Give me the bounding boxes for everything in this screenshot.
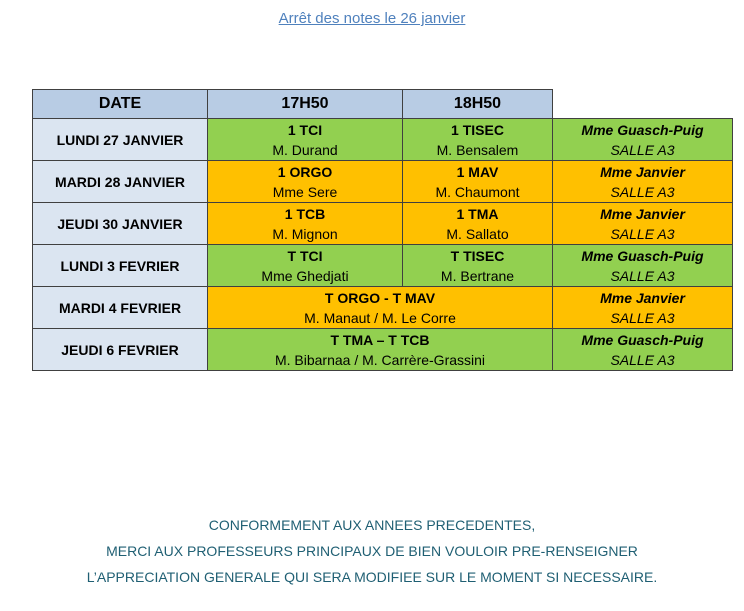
header-18h50: 18H50 [403, 90, 553, 119]
council-schedule-table [32, 89, 733, 371]
table-row [33, 329, 733, 371]
merged-slot-cell [208, 287, 553, 329]
president-name: Mme Guasch-Puig [581, 121, 704, 138]
president-cell [553, 119, 733, 161]
row-date: JEUDI 6 FEVRIER [33, 329, 208, 371]
president-cell [553, 245, 733, 287]
row-date: LUNDI 27 JANVIER [33, 119, 208, 161]
room-name: SALLE A3 [610, 141, 675, 158]
table-row [33, 245, 733, 287]
class-name: T TISEC [450, 247, 505, 264]
table-header-row [33, 90, 733, 119]
table-row [33, 119, 733, 161]
class-name: 1 TISEC [451, 121, 504, 138]
teacher-name: M. Bibarnaa / M. Carrère-Grassini [274, 351, 486, 368]
class-name: 1 TMA [456, 205, 499, 222]
header-17h50: 17H50 [208, 90, 403, 119]
class-name: 1 TCI [287, 121, 323, 138]
teacher-name: Mme Ghedjati [261, 267, 349, 284]
merged-slot-cell [208, 329, 553, 371]
slot-cell [208, 161, 403, 203]
class-name: 1 MAV [456, 163, 499, 180]
room-name: SALLE A3 [610, 225, 675, 242]
header-blank [553, 90, 733, 119]
president-name: Mme Janvier [600, 289, 685, 306]
row-date: MARDI 4 FEVRIER [33, 287, 208, 329]
table-row [33, 287, 733, 329]
room-name: SALLE A3 [610, 183, 675, 200]
notes-deadline-link[interactable]: Arrêt des notes le 26 janvier [278, 10, 466, 27]
slot-cell [403, 203, 553, 245]
notice-line: L’APPRECIATION GENERALE QUI SERA MODIFIEE SUR LE MOMENT SI NECESSAIRE. [86, 569, 658, 585]
slot-cell [403, 161, 553, 203]
row-date: MARDI 28 JANVIER [33, 161, 208, 203]
table-row [33, 203, 733, 245]
teacher-name: M. Manaut / M. Le Corre [304, 309, 456, 326]
table-row [33, 161, 733, 203]
teacher-name: M. Durand [272, 141, 338, 158]
president-cell [553, 329, 733, 371]
teacher-name: M. Mignon [272, 225, 338, 242]
teacher-name: M. Bertrane [440, 267, 515, 284]
class-name: T TMA – T TCB [330, 331, 430, 348]
class-name: 1 TCB [284, 205, 326, 222]
room-name: SALLE A3 [610, 267, 675, 284]
president-name: Mme Guasch-Puig [581, 331, 704, 348]
president-cell [553, 161, 733, 203]
president-name: Mme Janvier [600, 205, 685, 222]
room-name: SALLE A3 [610, 309, 675, 326]
class-name: 1 ORGO [277, 163, 333, 180]
slot-cell [208, 203, 403, 245]
president-name: Mme Guasch-Puig [581, 247, 704, 264]
president-cell [553, 287, 733, 329]
header-date: DATE [33, 90, 208, 119]
row-date: JEUDI 30 JANVIER [33, 203, 208, 245]
slot-cell [208, 245, 403, 287]
class-name: T ORGO - T MAV [324, 289, 436, 306]
teacher-name: M. Bensalem [436, 141, 519, 158]
president-cell [553, 203, 733, 245]
teacher-name: M. Sallato [446, 225, 509, 242]
slot-cell [403, 245, 553, 287]
slot-cell [208, 119, 403, 161]
teacher-name: M. Chaumont [435, 183, 520, 200]
notice-line: MERCI AUX PROFESSEURS PRINCIPAUX DE BIEN VOULOIR PRE-RENSEIGNER [106, 543, 638, 559]
row-date: LUNDI 3 FEVRIER [33, 245, 208, 287]
room-name: SALLE A3 [610, 351, 675, 368]
slot-cell [403, 119, 553, 161]
teacher-name: Mme Sere [272, 183, 338, 200]
class-name: T TCI [287, 247, 323, 264]
notice-text [0, 512, 744, 590]
notice-line: CONFORMEMENT AUX ANNEES PRECEDENTES, [208, 517, 536, 533]
president-name: Mme Janvier [600, 163, 685, 180]
